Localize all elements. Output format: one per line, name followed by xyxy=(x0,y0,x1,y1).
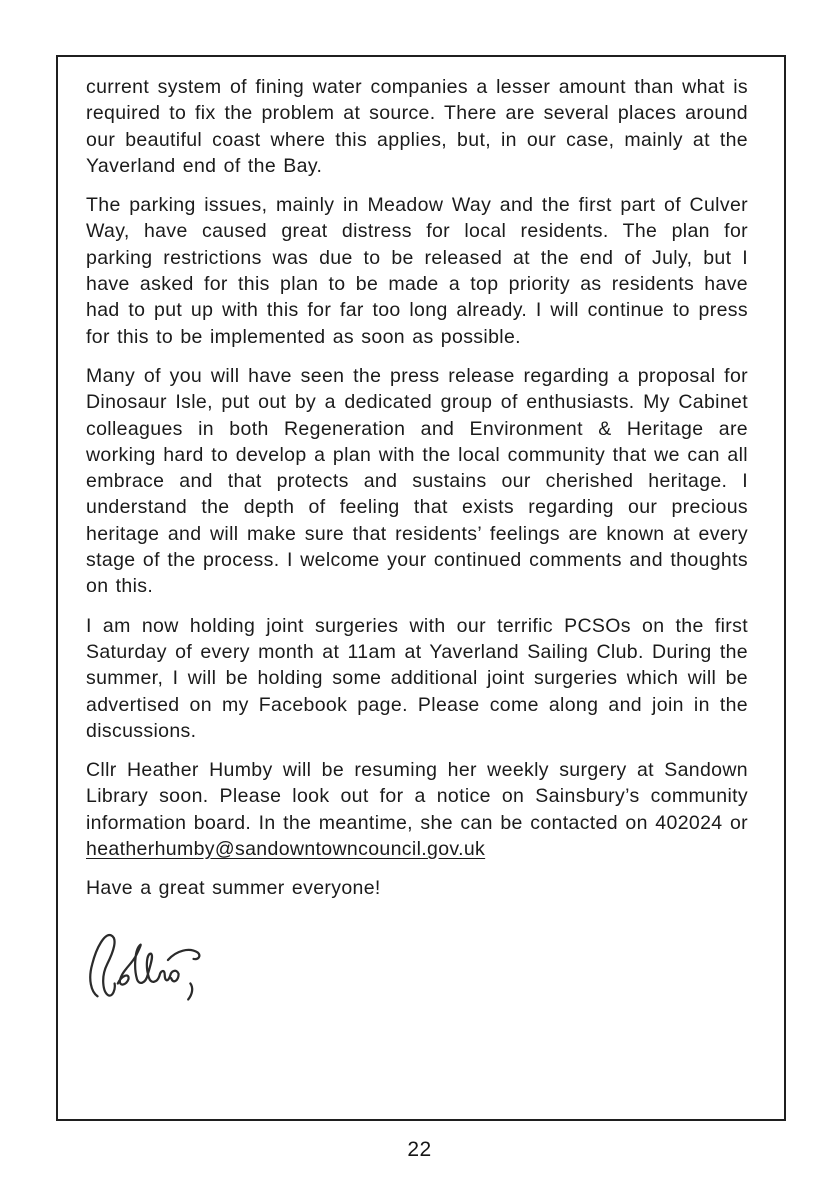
paragraph-joint-surgeries: I am now holding joint surgeries with our terrific PCSOs on the first Saturday of every month at 11am at Yaverland Sailing Club. During the summer, I will be holding some additional joint surgeries which will be advertised on my Facebook page. Please come along and join in the discussions. xyxy=(86,614,748,742)
email-link[interactable]: heatherhumby@sandowntowncouncil.gov.uk xyxy=(86,838,486,861)
letter-frame xyxy=(56,55,786,1121)
paragraph-water-companies: current system of fining water companies a lesser amount than what is required to fix the problem at source. There are several places around our beautiful coast where this applies, but, in our case, mainly at the Yaverland end of the Bay. xyxy=(86,76,748,177)
signature-image xyxy=(88,928,218,1008)
closing-line: Have a great summer everyone! xyxy=(86,877,381,900)
paragraph-parking-issues: The parking issues, mainly in Meadow Way and the first part of Culver Way, have caused great distress for local residents. The plan for parking restrictions was due to be released at the end of July, but I have asked for this plan to be made a top priority as residents have had to put up with this for far too long already. I will continue to press for this to be implemented as soon as possible. xyxy=(86,194,748,348)
signature-handwriting xyxy=(88,928,218,1008)
paragraph-contact xyxy=(86,757,748,862)
page-number: 22 xyxy=(407,1138,432,1161)
paragraph-dinosaur-isle: Many of you will have seen the press release regarding a proposal for Dinosaur Isle, put out by a dedicated group of enthusiasts. My Cabinet colleagues in both Regeneration and Environment & Heritage are working hard to develop a plan with the local community that we can all embrace and that protects and sustains our cherished heritage. I understand the depth of feeling that exists regarding our precious heritage and will make sure that residents’ feelings are known at every stage of the process. I welcome your continued comments and thoughts on this. xyxy=(86,364,748,598)
contact-text: Cllr Heather Humby will be resuming her weekly surgery at Sandown Library soon. Please look out for a notice on Sainsbury’s community information board. In the meantime, she can be contacted on 402024 or xyxy=(86,759,748,834)
